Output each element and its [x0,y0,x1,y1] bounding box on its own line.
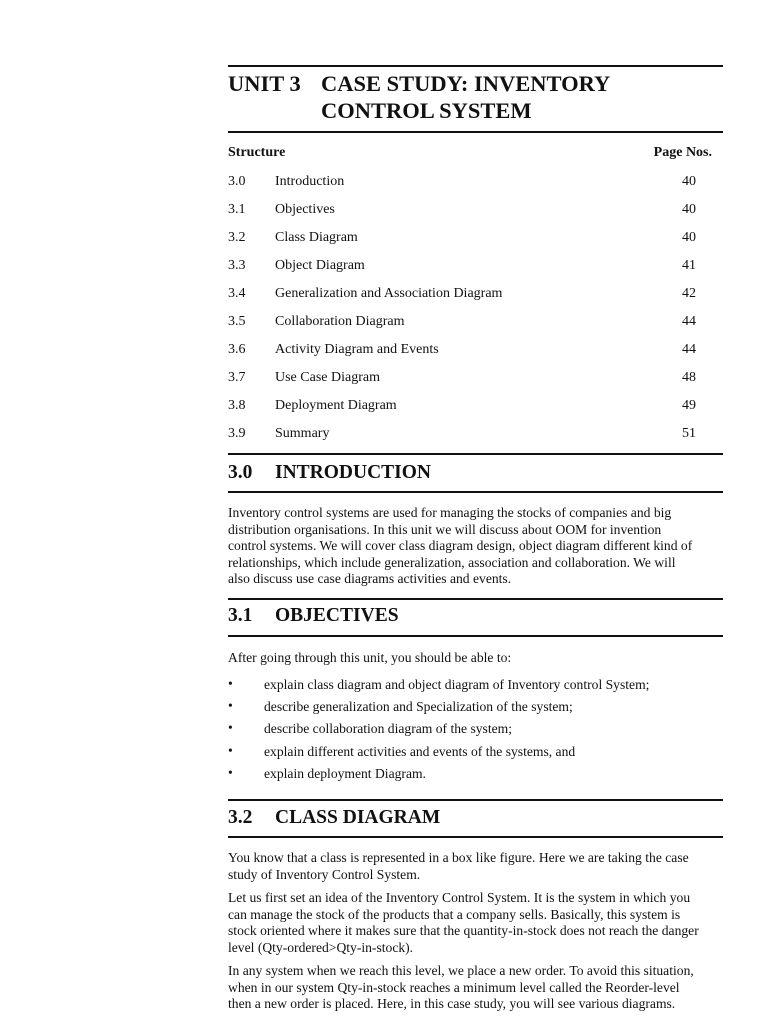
toc-item [228,286,696,304]
text-line: when in our system Qty-in-stock reaches a minimum level called the Reorder-level [228,979,680,995]
toc-item [228,370,696,388]
introduction-paragraph [228,505,723,588]
text-line: stock oriented where it makes sure that the quantity-in-stock does not reach the danger [228,923,699,938]
toc-item [228,258,696,276]
toc-item-title: Summary [275,426,330,441]
toc-item-title: Object Diagram [275,258,365,273]
toc-item-number: 3.5 [228,314,246,329]
list-item [228,699,723,717]
toc-page-heading: Page Nos. [653,145,712,160]
text-line: distribution organisations. In this unit we will discuss about OOM for invention [228,521,662,537]
toc-item-title: Objectives [275,202,335,217]
toc-item-title: Deployment Diagram [275,398,397,413]
section-title: INTRODUCTION [275,462,432,483]
toc-item-page: 42 [682,286,696,301]
toc-item-page: 51 [682,426,696,441]
section-title: OBJECTIVES [275,605,399,626]
toc-item-title: Activity Diagram and Events [275,342,439,357]
unit-title-line1: CASE STUDY: INVENTORY [321,71,611,96]
toc-item-title: Class Diagram [275,230,358,245]
toc-item-number: 3.9 [228,426,246,441]
text-line: then a new order is placed. Here, in this case study, you will see various diagrams. [228,996,676,1011]
toc-item-number: 3.6 [228,342,246,357]
section-rule [228,491,723,493]
toc-item-number: 3.4 [228,286,246,301]
text-line: can manage the stock of the products that a company sells. Basically, this system is [228,906,681,922]
bullet-marker: • [228,743,233,758]
toc-item-page: 44 [682,342,696,357]
list-item-text: explain class diagram and object diagram of Inventory control System; [264,677,650,692]
section-rule [228,799,723,801]
toc-item [228,426,696,444]
toc-item-title: Collaboration Diagram [275,314,405,329]
text-line: You know that a class is represented in a box like figure. Here we are taking the case [228,850,689,865]
text-line: study of Inventory Control System. [228,866,421,882]
section-rule [228,453,723,455]
section-rule [228,635,723,637]
section-title: CLASS DIAGRAM [275,807,441,828]
section-number: 3.2 [228,807,253,828]
section-number: 3.1 [228,605,253,626]
text-line: Inventory control systems are used for managing the stocks of companies and big [228,505,672,520]
toc-item [228,202,696,220]
toc-item-page: 41 [682,258,696,273]
text-line: also discuss use case diagrams activities and events. [228,571,512,586]
toc-item-page: 40 [682,174,696,189]
section-number: 3.0 [228,462,253,483]
toc-item [228,174,696,192]
toc-item-page: 40 [682,230,696,245]
list-item-text: describe generalization and Specialization of the system; [264,699,573,714]
list-item-text: explain different activities and events of the systems, and [264,744,576,759]
section-rule [228,836,723,838]
list-item-text: explain deployment Diagram. [264,766,426,781]
toc-heading: Structure [228,145,286,160]
text-line: relationships, which include generalization, association and collaboration. We will [228,554,676,570]
text-line: control systems. We will cover class diagram design, object diagram different kind of [228,538,693,553]
list-item [228,744,723,762]
toc-item-title: Use Case Diagram [275,370,380,385]
bullet-marker: • [228,698,233,713]
bullet-marker: • [228,720,233,735]
section-rule [228,598,723,600]
toc-item-number: 3.8 [228,398,246,413]
toc-item [228,342,696,360]
bullet-marker: • [228,765,233,780]
list-item [228,721,723,739]
list-item [228,677,723,695]
text-line: Let us first set an idea of the Inventory Control System. It is the system in which you [228,890,691,905]
toc-item-number: 3.1 [228,202,246,217]
toc-item [228,314,696,332]
toc-item-number: 3.3 [228,258,246,273]
toc-item-number: 3.7 [228,370,246,385]
toc-item-title: Introduction [275,174,345,189]
list-item-text: describe collaboration diagram of the system; [264,721,513,736]
bullet-marker: • [228,676,233,691]
class-diagram-paragraph-3 [228,963,723,1013]
toc-item-title: Generalization and Association Diagram [275,286,503,301]
toc-item [228,230,696,248]
top-rule [228,65,723,67]
toc-item-number: 3.0 [228,174,246,189]
unit-title-line2: CONTROL SYSTEM [321,98,532,123]
toc-item-page: 48 [682,370,696,385]
toc-item-page: 40 [682,202,696,217]
text-line: level (Qty-ordered>Qty-in-stock). [228,939,414,955]
title-bottom-rule [228,131,723,133]
text-line: In any system when we reach this level, we place a new order. To avoid this situation, [228,963,694,978]
unit-number: UNIT 3 [228,71,301,96]
class-diagram-paragraph-2 [228,890,723,956]
toc-item-page: 49 [682,398,696,413]
toc-item [228,398,696,416]
toc-item-number: 3.2 [228,230,246,245]
class-diagram-paragraph-1 [228,850,723,883]
list-item [228,766,723,784]
toc-item-page: 44 [682,314,696,329]
objectives-lead: After going through this unit, you should be able to: [228,650,512,665]
